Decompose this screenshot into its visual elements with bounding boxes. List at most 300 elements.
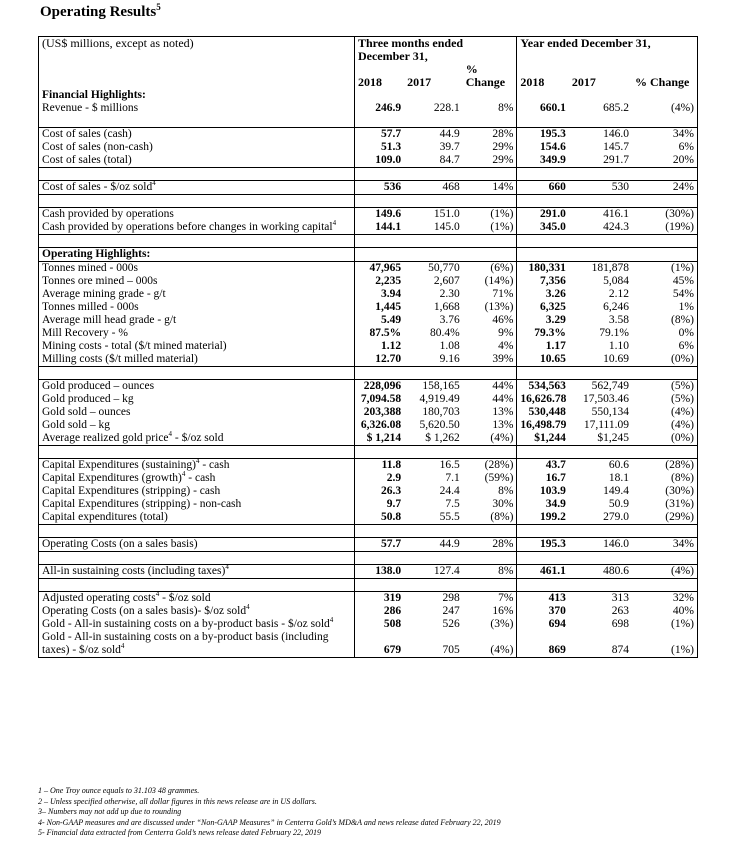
cell-q18: 246.9 (354, 102, 404, 115)
cell-y18: 34.9 (517, 498, 569, 511)
row-label-text: Gold produced – ounces (42, 380, 155, 392)
col-y-change: % Change (632, 63, 697, 89)
cell-qc: (6%) (463, 262, 517, 276)
cell-y18: 534,563 (517, 380, 569, 394)
spacer-row (39, 168, 698, 181)
cell-qc: 13% (463, 406, 517, 419)
cell-y17: 263 (611, 605, 630, 617)
cell-q18: 536 (354, 181, 404, 195)
cell-q18: 2,235 (354, 275, 404, 288)
cell-y17: 874 (569, 631, 632, 658)
cell-qc: (4%) (463, 631, 517, 658)
cell-y18: 3.29 (517, 314, 569, 327)
cell-y18: 79.3% (517, 327, 569, 340)
row-label (39, 327, 355, 340)
cell-y17: 416.1 (569, 208, 632, 222)
footnote-ref: 4 (120, 642, 125, 651)
row-label (39, 128, 355, 142)
cell-yc: (31%) (632, 498, 697, 511)
table-row (39, 340, 698, 353)
cell-q18: 87.5% (354, 327, 404, 340)
unit-note: (US$ millions, except as noted) (39, 37, 355, 64)
footnote-ref: 4 (181, 470, 186, 479)
cell-q17: 80.4% (430, 327, 460, 339)
table-row (39, 221, 698, 235)
row-label-suffix: - $/oz sold (159, 592, 211, 604)
footnote-1: 1 – One Troy ounce equals to 31.103 48 grammes. (38, 786, 200, 795)
row-label-text: Tonnes mined - 000s (42, 262, 138, 274)
section-heading-row (39, 89, 698, 102)
title-text: Operating Results (40, 4, 157, 20)
cell-qc: (1%) (463, 221, 517, 235)
cell-q18: $ 1,214 (354, 432, 404, 446)
table-row (39, 485, 698, 498)
spacer-row (39, 195, 698, 208)
cell-q18: 6,326.08 (354, 419, 404, 432)
cell-q18: 5.49 (354, 314, 404, 327)
cell-y18: 6,325 (517, 301, 569, 314)
cell-q18: 11.8 (354, 459, 404, 473)
cell-yc: 6% (632, 340, 697, 353)
cell-y18: 461.1 (517, 565, 569, 579)
cell-y17: 550,134 (591, 406, 630, 418)
footnote-4: 4- Non-GAAP measures and are discussed under “Non-GAAP Measures” in Centerra Gold’s MD&A and news release dated February 22, 2019 (38, 817, 501, 827)
table-row (39, 208, 698, 222)
cell-qc: (4%) (463, 432, 517, 446)
table-row (39, 459, 698, 473)
cell-y17: 2.12 (608, 288, 630, 300)
cell-y18: 199.2 (517, 511, 569, 525)
cell-y18: 660 (517, 181, 569, 195)
row-label-text: Gold sold – ounces (42, 406, 131, 418)
cell-q18: 3.94 (354, 288, 404, 301)
cell-q18: 286 (354, 605, 404, 618)
cell-q18: 51.3 (354, 141, 404, 154)
table-row (39, 154, 698, 168)
cell-q18: 9.7 (354, 498, 404, 511)
spacer-row (39, 115, 698, 128)
row-label-text: Adjusted operating costs (42, 592, 156, 604)
table-row (39, 406, 698, 419)
cell-q17: 55.5 (404, 511, 463, 525)
footnote-5: 5- Financial data extracted from Centerra Gold’s news release dated February 22, 2019 (38, 828, 321, 837)
cell-y17: 530 (569, 181, 632, 195)
cell-y18: 154.6 (517, 141, 569, 154)
row-label-text: Cash provided by operations (42, 208, 174, 220)
footnote-ref: 4 (152, 179, 156, 188)
table-row (39, 565, 698, 579)
spacer-row (39, 235, 698, 248)
table-row (39, 393, 698, 406)
table-row (39, 275, 698, 288)
col-q-2017: 2017 (407, 75, 432, 89)
cell-q18: 138.0 (354, 565, 404, 579)
cell-q18: 508 (354, 618, 404, 631)
cell-yc: (0%) (632, 432, 697, 446)
row-label (39, 262, 355, 276)
cell-q17: 5,620.50 (419, 419, 460, 431)
row-label-text: Revenue - $ millions (42, 102, 139, 114)
cell-y18: 16,498.79 (517, 419, 569, 432)
cell-qc: (13%) (463, 301, 517, 314)
row-label-text: Cost of sales (non-cash) (42, 141, 153, 153)
cell-y17: 313 (569, 592, 632, 606)
table-row (39, 353, 698, 367)
cell-q17: 7.1 (445, 472, 460, 484)
row-label (39, 605, 355, 618)
row-label-suffix: - $/oz sold (172, 432, 224, 444)
cell-q17: $ 1,262 (404, 432, 463, 446)
cell-qc: (1%) (463, 208, 517, 222)
row-label (39, 340, 355, 353)
row-label (39, 301, 355, 314)
footnote-ref: 4 (332, 219, 337, 228)
row-label (39, 485, 355, 498)
operating-results-table (38, 36, 698, 658)
row-label (39, 511, 355, 525)
cell-y18: 660.1 (517, 102, 569, 115)
cell-yc: (5%) (632, 393, 697, 406)
cell-qc: 30% (463, 498, 517, 511)
cell-qc: 7% (463, 592, 517, 606)
cell-y18: 43.7 (517, 459, 569, 473)
row-label (39, 565, 355, 579)
cell-qc: (28%) (463, 459, 517, 473)
cell-yc: 34% (632, 538, 697, 552)
row-label (39, 380, 355, 394)
row-label-text: Average mill head grade - g/t (42, 314, 177, 326)
row-label-text: Cost of sales (total) (42, 154, 132, 166)
cell-q17: 16.5 (404, 459, 463, 473)
row-label (39, 288, 355, 301)
cell-q17: 2.30 (439, 288, 460, 300)
cell-q18: 57.7 (354, 538, 404, 552)
cell-yc: 0% (632, 327, 697, 340)
cell-y18: 16.7 (517, 472, 569, 485)
cell-y17: 562,749 (569, 380, 632, 394)
cell-y18: 370 (517, 605, 569, 618)
cell-q18: 144.1 (354, 221, 404, 235)
cell-y17: 17,503.46 (583, 393, 630, 405)
cell-yc: 34% (632, 128, 697, 142)
row-label (39, 432, 355, 446)
row-label-text: Gold - All-in sustaining costs on a by-product basis - $/oz sold (42, 618, 330, 630)
header-row-1 (39, 37, 698, 64)
cell-yc: (8%) (632, 314, 697, 327)
cell-y18: 694 (517, 618, 569, 631)
cell-y17: 5,084 (603, 275, 630, 287)
cell-y17: 50.9 (608, 498, 630, 510)
cell-q17: 298 (404, 592, 463, 606)
row-label-text: Cash provided by operations before changes in working capital (42, 221, 333, 233)
table-row (39, 380, 698, 394)
cell-y17: 291.7 (569, 154, 632, 168)
page-title (40, 4, 161, 21)
cell-y18: 7,356 (517, 275, 569, 288)
cell-qc: 39% (463, 353, 517, 367)
cell-yc: 6% (632, 141, 697, 154)
row-label-text: Capital Expenditures (growth) (42, 472, 182, 484)
cell-yc: 32% (632, 592, 697, 606)
table-row (39, 288, 698, 301)
row-label (39, 314, 355, 327)
cell-yc: (28%) (632, 459, 697, 473)
spacer-row (39, 446, 698, 459)
table-row (39, 102, 698, 115)
cell-y18: 413 (517, 592, 569, 606)
row-label-suffix: - cash (185, 472, 216, 484)
section-heading: Operating Highlights: (39, 248, 355, 262)
row-label (39, 208, 355, 222)
cell-q17: 151.0 (404, 208, 463, 222)
cell-yc: (30%) (632, 485, 697, 498)
cell-q18: 203,388 (354, 406, 404, 419)
cell-y18: 180,331 (517, 262, 569, 276)
row-label (39, 631, 355, 658)
section-heading-row (39, 248, 698, 262)
row-label (39, 181, 355, 195)
cell-y17: 146.0 (569, 128, 632, 142)
row-label-text: Operating Costs (on a sales basis) (42, 538, 198, 550)
cell-y17: 480.6 (569, 565, 632, 579)
cell-q17: 145.0 (404, 221, 463, 235)
cell-y18: 1.17 (517, 340, 569, 353)
row-label (39, 102, 355, 115)
cell-qc: 9% (463, 327, 517, 340)
cell-q17: 2,607 (433, 275, 460, 287)
row-label-text: Gold sold – kg (42, 419, 111, 431)
cell-yc: (4%) (632, 102, 697, 115)
cell-q17: 3.76 (439, 314, 460, 326)
table-row (39, 262, 698, 276)
cell-qc: 8% (463, 565, 517, 579)
section-heading: Financial Highlights: (39, 89, 355, 102)
row-label-text: Capital Expenditures (sustaining) (42, 459, 196, 471)
footnote-2: 2 – Unless specified otherwise, all dollar figures in this news release are in US dollars. (38, 796, 317, 806)
cell-yc: (29%) (632, 511, 697, 525)
cell-yc: (4%) (632, 565, 697, 579)
row-label (39, 353, 355, 367)
table-row (39, 618, 698, 631)
cell-yc: (8%) (632, 472, 697, 485)
cell-y18: 291.0 (517, 208, 569, 222)
row-label (39, 419, 355, 432)
cell-y18: 3.26 (517, 288, 569, 301)
cell-q17: 228.1 (433, 102, 460, 114)
three-months-header: Three months ended December 31, (354, 37, 516, 64)
row-label-text: Average realized gold price (42, 432, 169, 444)
cell-y17: 149.4 (603, 485, 630, 497)
cell-y18: 103.9 (517, 485, 569, 498)
table-row (39, 419, 698, 432)
cell-y17: 146.0 (569, 538, 632, 552)
cell-yc: (0%) (632, 353, 697, 367)
row-label-text: Mining costs - total ($/t mined material) (42, 340, 227, 352)
cell-yc: (1%) (632, 262, 697, 276)
row-label-text: Average mining grade - g/t (42, 288, 166, 300)
cell-y18: 10.65 (517, 353, 569, 367)
cell-yc: (5%) (632, 380, 697, 394)
cell-y18: 345.0 (517, 221, 569, 235)
footnotes (38, 786, 501, 839)
cell-y18: 195.3 (517, 128, 569, 142)
row-label-text: Milling costs ($/t milled material) (42, 353, 198, 365)
cell-y18: 349.9 (517, 154, 569, 168)
col-q-change: % Change (463, 63, 517, 89)
year-ended-header: Year ended December 31, (517, 37, 698, 64)
cell-yc: (4%) (632, 419, 697, 432)
cell-qc: 44% (463, 380, 517, 394)
cell-y17: 60.6 (569, 459, 632, 473)
cell-y18: $1,244 (517, 432, 569, 446)
row-label (39, 141, 355, 154)
cell-yc: 54% (632, 288, 697, 301)
cell-q17: 1,668 (433, 301, 460, 313)
cell-qc: (3%) (463, 618, 517, 631)
footnote-ref: 4 (155, 590, 160, 599)
cell-y17: 1.10 (608, 340, 630, 352)
row-label (39, 498, 355, 511)
cell-q17: 127.4 (404, 565, 463, 579)
cell-qc: 8% (463, 485, 517, 498)
cell-q18: 2.9 (354, 472, 404, 485)
title-footnote-ref: 5 (156, 2, 161, 12)
cell-q17: 705 (404, 631, 463, 658)
cell-yc: (19%) (632, 221, 697, 235)
table-row (39, 592, 698, 606)
cell-qc: 4% (463, 340, 517, 353)
row-label (39, 154, 355, 168)
cell-q17: 84.7 (404, 154, 463, 168)
spacer-row (39, 367, 698, 380)
cell-q18: 679 (354, 631, 404, 658)
cell-q17: 158,165 (404, 380, 463, 394)
col-y-2018: 2018 (520, 75, 545, 89)
cell-q17: 7.5 (445, 498, 460, 510)
table-row (39, 301, 698, 314)
cell-y17: 79.1% (599, 327, 630, 339)
col-q-2018: 2018 (357, 75, 382, 89)
cell-qc: 8% (463, 102, 517, 115)
cell-y17: 698 (611, 618, 630, 630)
table-row (39, 181, 698, 195)
cell-yc: (1%) (632, 631, 697, 658)
cell-q18: 319 (354, 592, 404, 606)
cell-qc: 13% (463, 419, 517, 432)
cell-qc: 29% (463, 141, 517, 154)
table-row (39, 631, 698, 658)
footnote-ref: 4 (195, 457, 200, 466)
cell-q17: 247 (442, 605, 460, 617)
row-label-text: Tonnes milled - 000s (42, 301, 139, 313)
cell-q18: 149.6 (354, 208, 404, 222)
row-label-text: Gold produced – kg (42, 393, 134, 405)
cell-q17: 50,770 (404, 262, 463, 276)
footnote-ref: 4 (225, 563, 229, 572)
row-label-text: Capital Expenditures (stripping) - non-cash (42, 498, 242, 510)
cell-yc: 24% (632, 181, 697, 195)
cell-q17: 180,703 (422, 406, 460, 418)
header-row-2 (39, 63, 698, 89)
table-row (39, 432, 698, 446)
row-label-text: Cost of sales (cash) (42, 128, 132, 140)
cell-q17: 44.9 (404, 538, 463, 552)
cell-qc: 29% (463, 154, 517, 168)
cell-qc: 28% (463, 128, 517, 142)
cell-y18: 530,448 (517, 406, 569, 419)
cell-q18: 228,096 (354, 380, 404, 394)
cell-qc: 28% (463, 538, 517, 552)
row-label-text: Tonnes ore mined – 000s (42, 275, 158, 287)
row-label (39, 459, 355, 473)
row-label (39, 538, 355, 552)
row-label-text: Capital Expenditures (stripping) - cash (42, 485, 221, 497)
cell-q17: 526 (442, 618, 460, 630)
cell-qc: 16% (463, 605, 517, 618)
cell-q18: 109.0 (354, 154, 404, 168)
footnote-ref: 4 (168, 430, 173, 439)
spacer-row (39, 552, 698, 565)
cell-y18: 195.3 (517, 538, 569, 552)
cell-y17: 3.58 (608, 314, 630, 326)
cell-yc: 20% (632, 154, 697, 168)
cell-y17: 10.69 (569, 353, 632, 367)
table-row (39, 314, 698, 327)
cell-qc: 44% (463, 393, 517, 406)
spacer-row (39, 579, 698, 592)
cell-y17: 17,111.09 (583, 419, 630, 431)
cell-y18: 16,626.78 (517, 393, 569, 406)
cell-yc: 45% (632, 275, 697, 288)
cell-q18: 12.70 (354, 353, 404, 367)
cell-y18: 869 (517, 631, 569, 658)
cell-y17: 181,878 (569, 262, 632, 276)
footnote-ref: 4 (246, 603, 250, 612)
col-y-2017: 2017 (571, 75, 596, 89)
row-label-text: Gold - All-in sustaining costs on a by-product basis (including taxes) - $/oz sold (42, 631, 329, 656)
cell-q18: 1.12 (354, 340, 404, 353)
row-label-text: Cost of sales - $/oz sold (42, 181, 153, 193)
cell-q17: 468 (404, 181, 463, 195)
spacer-row (39, 525, 698, 538)
cell-yc: (4%) (632, 406, 697, 419)
cell-qc: 71% (463, 288, 517, 301)
cell-qc: (14%) (463, 275, 517, 288)
cell-qc: 46% (463, 314, 517, 327)
row-label (39, 393, 355, 406)
table-row (39, 141, 698, 154)
cell-qc: (8%) (463, 511, 517, 525)
cell-yc: (1%) (632, 618, 697, 631)
row-label (39, 592, 355, 606)
row-label-text: All-in sustaining costs (including taxes) (42, 565, 226, 577)
row-label-text: Mill Recovery - % (42, 327, 128, 339)
row-label-text: Capital expenditures (total) (42, 511, 168, 523)
row-label-suffix: - cash (199, 459, 230, 471)
table-row (39, 472, 698, 485)
row-label (39, 472, 355, 485)
row-label (39, 221, 355, 235)
cell-q18: 50.8 (354, 511, 404, 525)
row-label-text: Operating Costs (on a sales basis)- $/oz sold (42, 605, 247, 617)
cell-yc: (30%) (632, 208, 697, 222)
cell-y17: 6,246 (603, 301, 630, 313)
table-row (39, 511, 698, 525)
cell-y17: 424.3 (569, 221, 632, 235)
cell-qc: (59%) (463, 472, 517, 485)
cell-q18: 47,965 (354, 262, 404, 276)
cell-yc: 1% (632, 301, 697, 314)
